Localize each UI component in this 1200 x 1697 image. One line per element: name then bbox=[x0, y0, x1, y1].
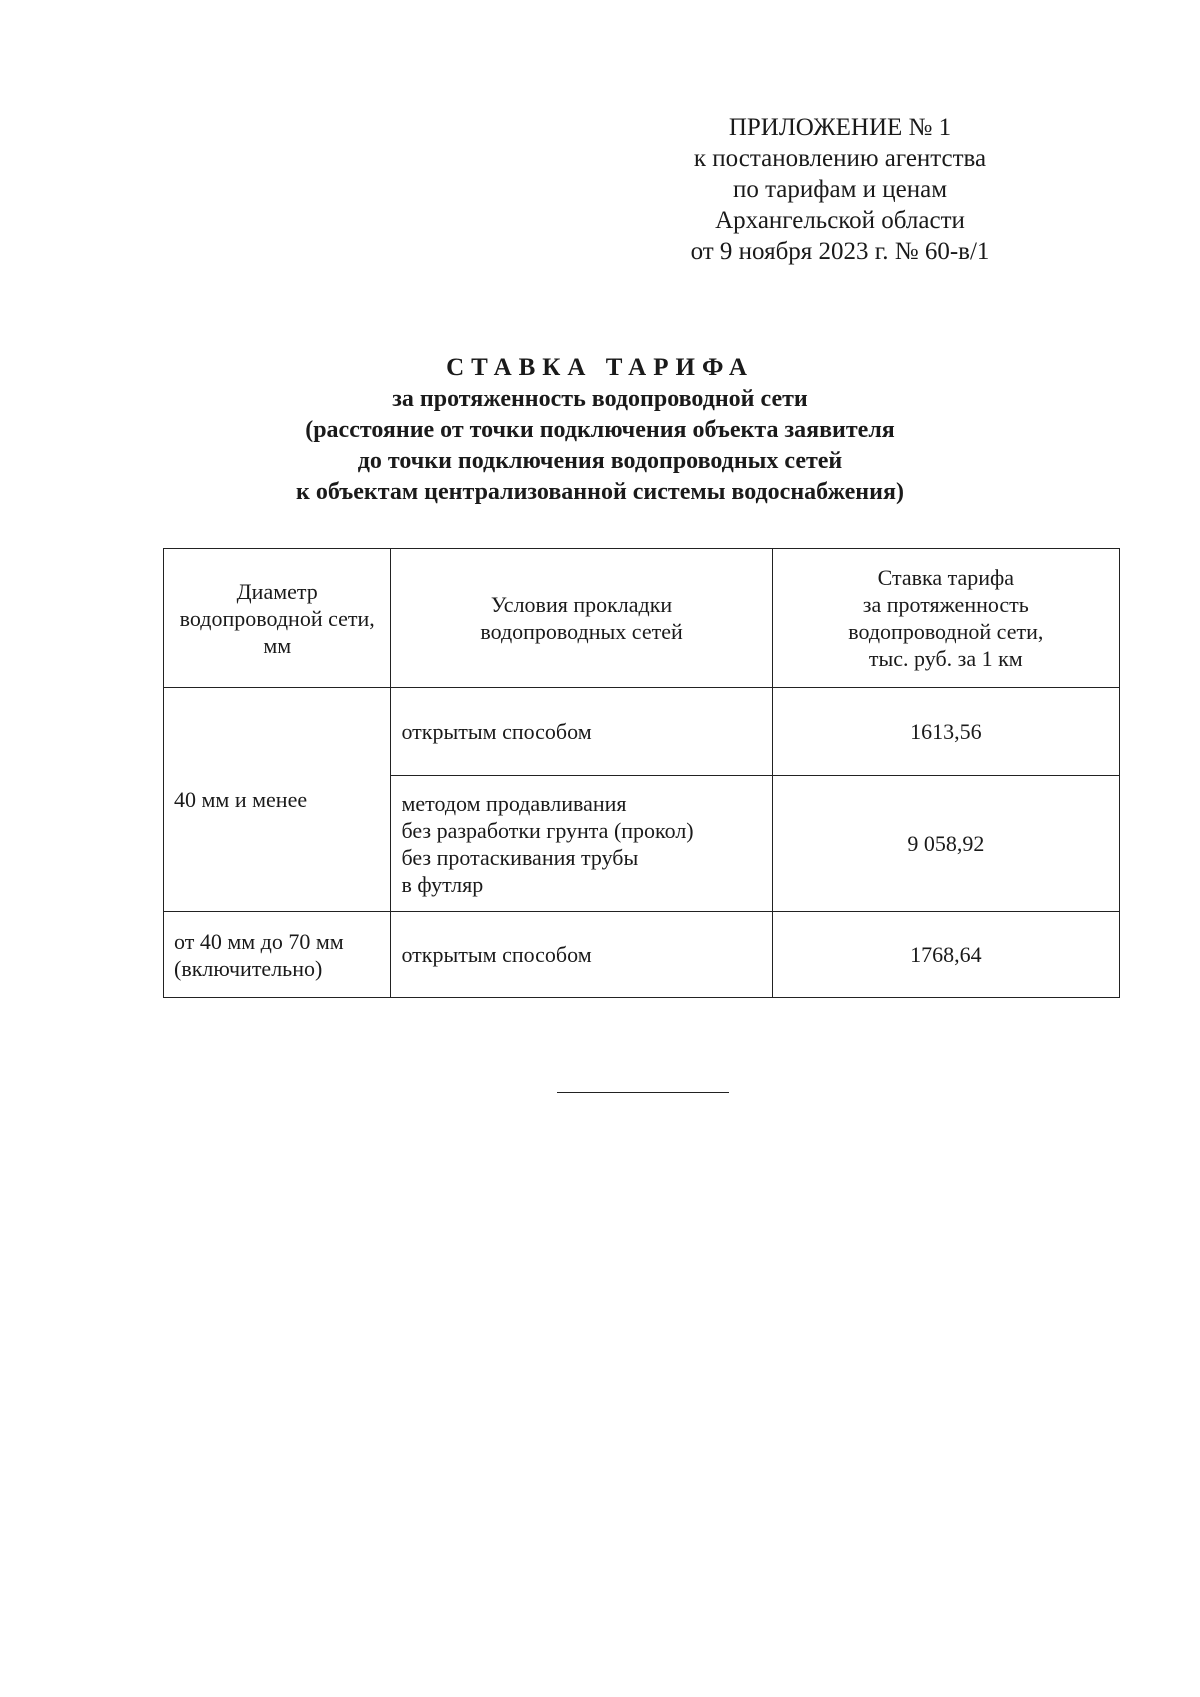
conditions-line: без протаскивания трубы bbox=[401, 844, 639, 870]
appendix-date: от 9 ноября 2023 г. № 60-в/1 bbox=[690, 238, 990, 265]
table-header-row bbox=[164, 549, 1120, 688]
conditions-cell bbox=[391, 912, 772, 998]
header-diameter-line: Диаметр bbox=[236, 578, 318, 604]
diameter-line: (включительно) bbox=[174, 955, 323, 981]
rate-cell: 1613,56 bbox=[772, 688, 1119, 776]
header-diameter-line: мм bbox=[263, 632, 292, 658]
diameter-line: от 40 мм до 70 мм bbox=[174, 928, 344, 954]
conditions-cell bbox=[391, 688, 772, 776]
appendix-number: ПРИЛОЖЕНИЕ № 1 bbox=[728, 114, 952, 141]
conditions-line: методом продавливания bbox=[401, 790, 627, 816]
title-main: СТАВКА ТАРИФА bbox=[446, 354, 754, 381]
header-diameter-line: водопроводной сети, bbox=[179, 605, 375, 631]
header-rate-line: Ставка тарифа bbox=[877, 565, 1015, 590]
diameter-line: 40 мм и менее bbox=[174, 787, 308, 812]
header-rate bbox=[772, 549, 1119, 688]
appendix-region: Архангельской области bbox=[715, 207, 965, 234]
table-row bbox=[164, 912, 1120, 998]
conditions-cell bbox=[391, 776, 772, 912]
header-rate-line: за протяженность bbox=[862, 592, 1029, 617]
header-rate-line: тыс. руб. за 1 км bbox=[868, 646, 1023, 671]
header-conditions-line: Условия прокладки bbox=[490, 592, 673, 617]
title-subtitle-line: до точки подключения водопроводных сетей bbox=[357, 448, 843, 474]
diameter-cell bbox=[164, 912, 391, 998]
rate-cell: 1768,64 bbox=[772, 912, 1119, 998]
title-subtitle-line: к объектам централизованной системы водоснабжения) bbox=[296, 479, 904, 505]
closing-divider bbox=[557, 1092, 729, 1093]
appendix-agency: по тарифам и ценам bbox=[732, 176, 948, 203]
diameter-cell bbox=[164, 688, 391, 912]
conditions-line: открытым способом bbox=[401, 942, 592, 967]
tariff-table bbox=[163, 548, 1120, 998]
appendix-header bbox=[660, 112, 1020, 267]
document-title bbox=[150, 352, 1050, 508]
header-rate-line: водопроводной сети, bbox=[848, 619, 1044, 644]
appendix-reference: к постановлению агентства bbox=[693, 145, 987, 172]
conditions-line: в футляр bbox=[401, 871, 484, 897]
conditions-line: без разработки грунта (прокол) bbox=[401, 817, 694, 843]
title-subtitle-line: (расстояние от точки подключения объекта заявителя bbox=[305, 417, 895, 443]
title-subtitle-line: за протяженность водопроводной сети bbox=[392, 386, 808, 412]
rate-cell: 9 058,92 bbox=[772, 776, 1119, 912]
header-diameter bbox=[164, 549, 391, 688]
table-row bbox=[164, 688, 1120, 776]
header-conditions bbox=[391, 549, 772, 688]
header-conditions-line: водопроводных сетей bbox=[480, 619, 683, 644]
conditions-line: открытым способом bbox=[401, 719, 592, 744]
